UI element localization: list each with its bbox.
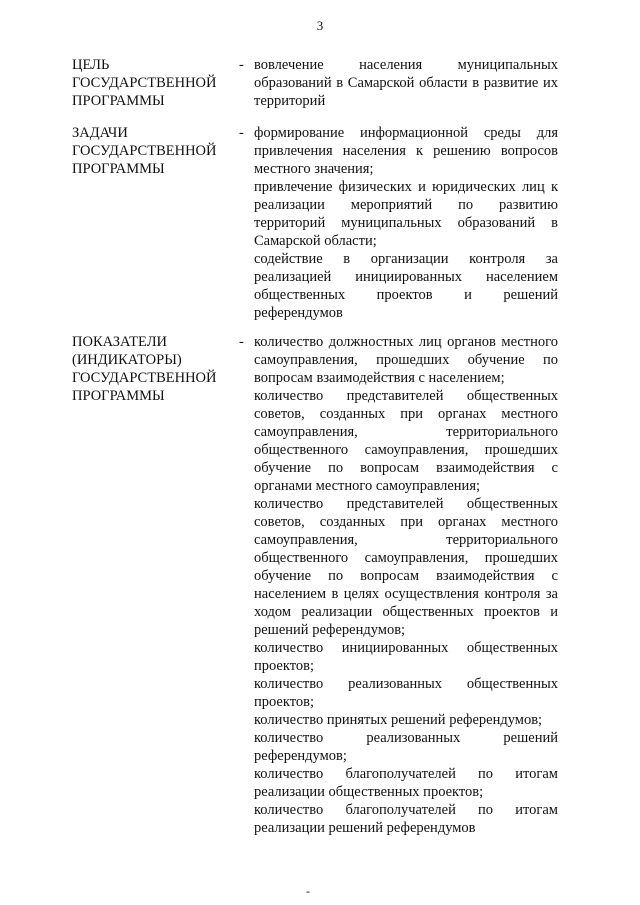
label-line: ПРОГРАММЫ: [72, 388, 165, 404]
content-paragraph: вовлечение населения муниципальных образований в Самарской области в развитие их территорий: [254, 57, 558, 109]
label-line: ГОСУДАРСТВЕННОЙ: [72, 75, 217, 91]
section-label: [72, 333, 232, 405]
content-paragraph: количество реализованных решений референдумов;: [254, 730, 558, 764]
section-dash: -: [239, 57, 244, 73]
content-paragraph: количество благополучателей по итогам реализации общественных проектов;: [254, 766, 558, 800]
section-dash: -: [239, 334, 244, 350]
label-line: ЦЕЛЬ: [72, 57, 110, 73]
section-dash: -: [239, 125, 244, 141]
label-line: ЗАДАЧИ: [72, 125, 128, 141]
content-paragraph: количество представителей общественных советов, созданных при органах местного самоуправления, территориального общественного самоуправления, прошедших обучение по вопросам взаимодействия с населением в целях осуществления контроля за ходом реализации общественных проектов и решений референдумов;: [254, 496, 558, 638]
section-content: [254, 56, 558, 110]
label-line: ПРОГРАММЫ: [72, 161, 165, 177]
content-paragraph: количество благополучателей по итогам реализации решений референдумов: [254, 802, 558, 836]
content-paragraph: содействие в организации контроля за реализацией инициированных населением общественных проектов и решений референдумов: [254, 251, 558, 321]
section-indicators: [72, 333, 562, 863]
footer-mark: -: [306, 884, 310, 898]
label-line: ГОСУДАРСТВЕННОЙ: [72, 143, 217, 159]
section-content: [254, 124, 558, 322]
content-paragraph: количество инициированных общественных проектов;: [254, 640, 558, 674]
label-line: ПОКАЗАТЕЛИ: [72, 334, 168, 350]
content-paragraph: привлечение физических и юридических лиц к реализации мероприятий по развитию территорий муниципальных образований в Самарской области;: [254, 179, 558, 249]
content-paragraph: количество реализованных общественных проектов;: [254, 676, 558, 710]
content-paragraph: формирование информационной среды для привлечения населения к решению вопросов местного значения;: [254, 125, 558, 177]
label-line: ГОСУДАРСТВЕННОЙ: [72, 370, 217, 386]
page-number: 3: [316, 18, 324, 33]
content-paragraph: количество представителей общественных советов, созданных при органах местного самоуправления, территориального общественного самоуправления, прошедших обучение по вопросам взаимодействия с органами местного самоуправления;: [254, 388, 558, 494]
label-line: (ИНДИКАТОРЫ): [72, 352, 182, 368]
label-line: ПРОГРАММЫ: [72, 93, 165, 109]
content-paragraph: количество принятых решений референдумов;: [254, 712, 543, 728]
section-label: [72, 56, 232, 110]
section-tasks: [72, 124, 562, 324]
section-label: [72, 124, 232, 178]
section-content: [254, 333, 558, 837]
content-paragraph: количество должностных лиц органов местного самоуправления, прошедших обучение по вопросам взаимодействия с населением;: [254, 334, 558, 386]
section-goal: [72, 56, 562, 116]
